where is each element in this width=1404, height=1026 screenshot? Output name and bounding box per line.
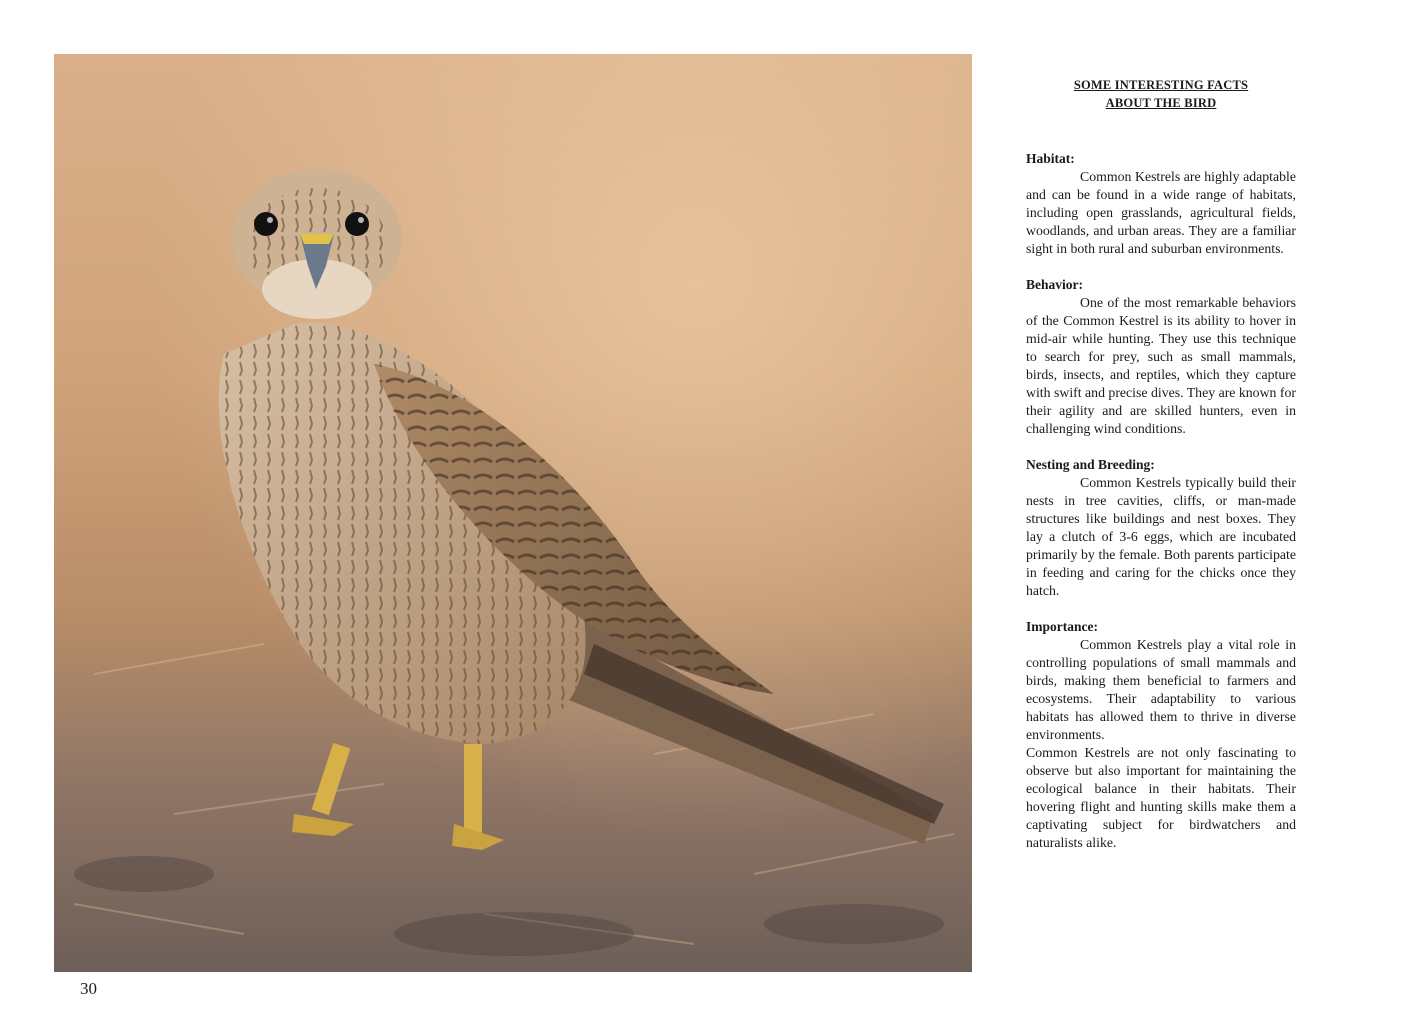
heading-line-1: SOME INTERESTING FACTS <box>1073 78 1249 92</box>
section-title: Nesting and Breeding: <box>1026 457 1155 472</box>
section-title: Habitat: <box>1026 151 1075 166</box>
facts-column <box>1026 76 1296 852</box>
section-title: Behavior: <box>1026 277 1083 292</box>
kestrel-photo <box>54 54 972 972</box>
section-paragraph: Common Kestrels are not only fascinating to observe but also important for maintaining the ecological balance in their habitats. Their hovering flight and hunting skills make them a captivating subject for birdwatchers and naturalists alike. <box>1026 745 1296 850</box>
page-number: 30 <box>80 979 97 998</box>
section-habitat <box>1026 150 1296 258</box>
section-title: Importance: <box>1026 619 1098 634</box>
section-paragraph: One of the most remarkable behaviors of the Common Kestrel is its ability to hover in mid-air while hunting. They use this technique to search for prey, such as small mammals, birds, insects, and reptiles, which they capture with swift and precise dives. They are known for their agility and are skilled hunters, even in challenging wind conditions. <box>1026 295 1296 436</box>
heading-line-2: ABOUT THE BIRD <box>1105 96 1217 110</box>
section-nesting <box>1026 456 1296 600</box>
section-paragraph: Common Kestrels are highly adaptable and can be found in a wide range of habitats, including open grasslands, agricultural fields, woodlands, and urban areas. They are a familiar sight in both rural and suburban environments. <box>1026 169 1296 256</box>
section-paragraph: Common Kestrels typically build their nests in tree cavities, cliffs, or man-made structures like buildings and nest boxes. They lay a clutch of 3-6 eggs, which are incubated primarily by the female. Both parents participate in feeding and caring for the chicks once they hatch. <box>1026 475 1296 598</box>
section-behavior <box>1026 276 1296 438</box>
kestrel-illustration <box>54 54 972 972</box>
section-importance <box>1026 618 1296 852</box>
section-paragraph: Common Kestrels play a vital role in controlling populations of small mammals and birds, making them beneficial to farmers and ecosystems. Their adaptability to various habitats has allowed them to thrive in diverse environments. <box>1026 637 1296 742</box>
